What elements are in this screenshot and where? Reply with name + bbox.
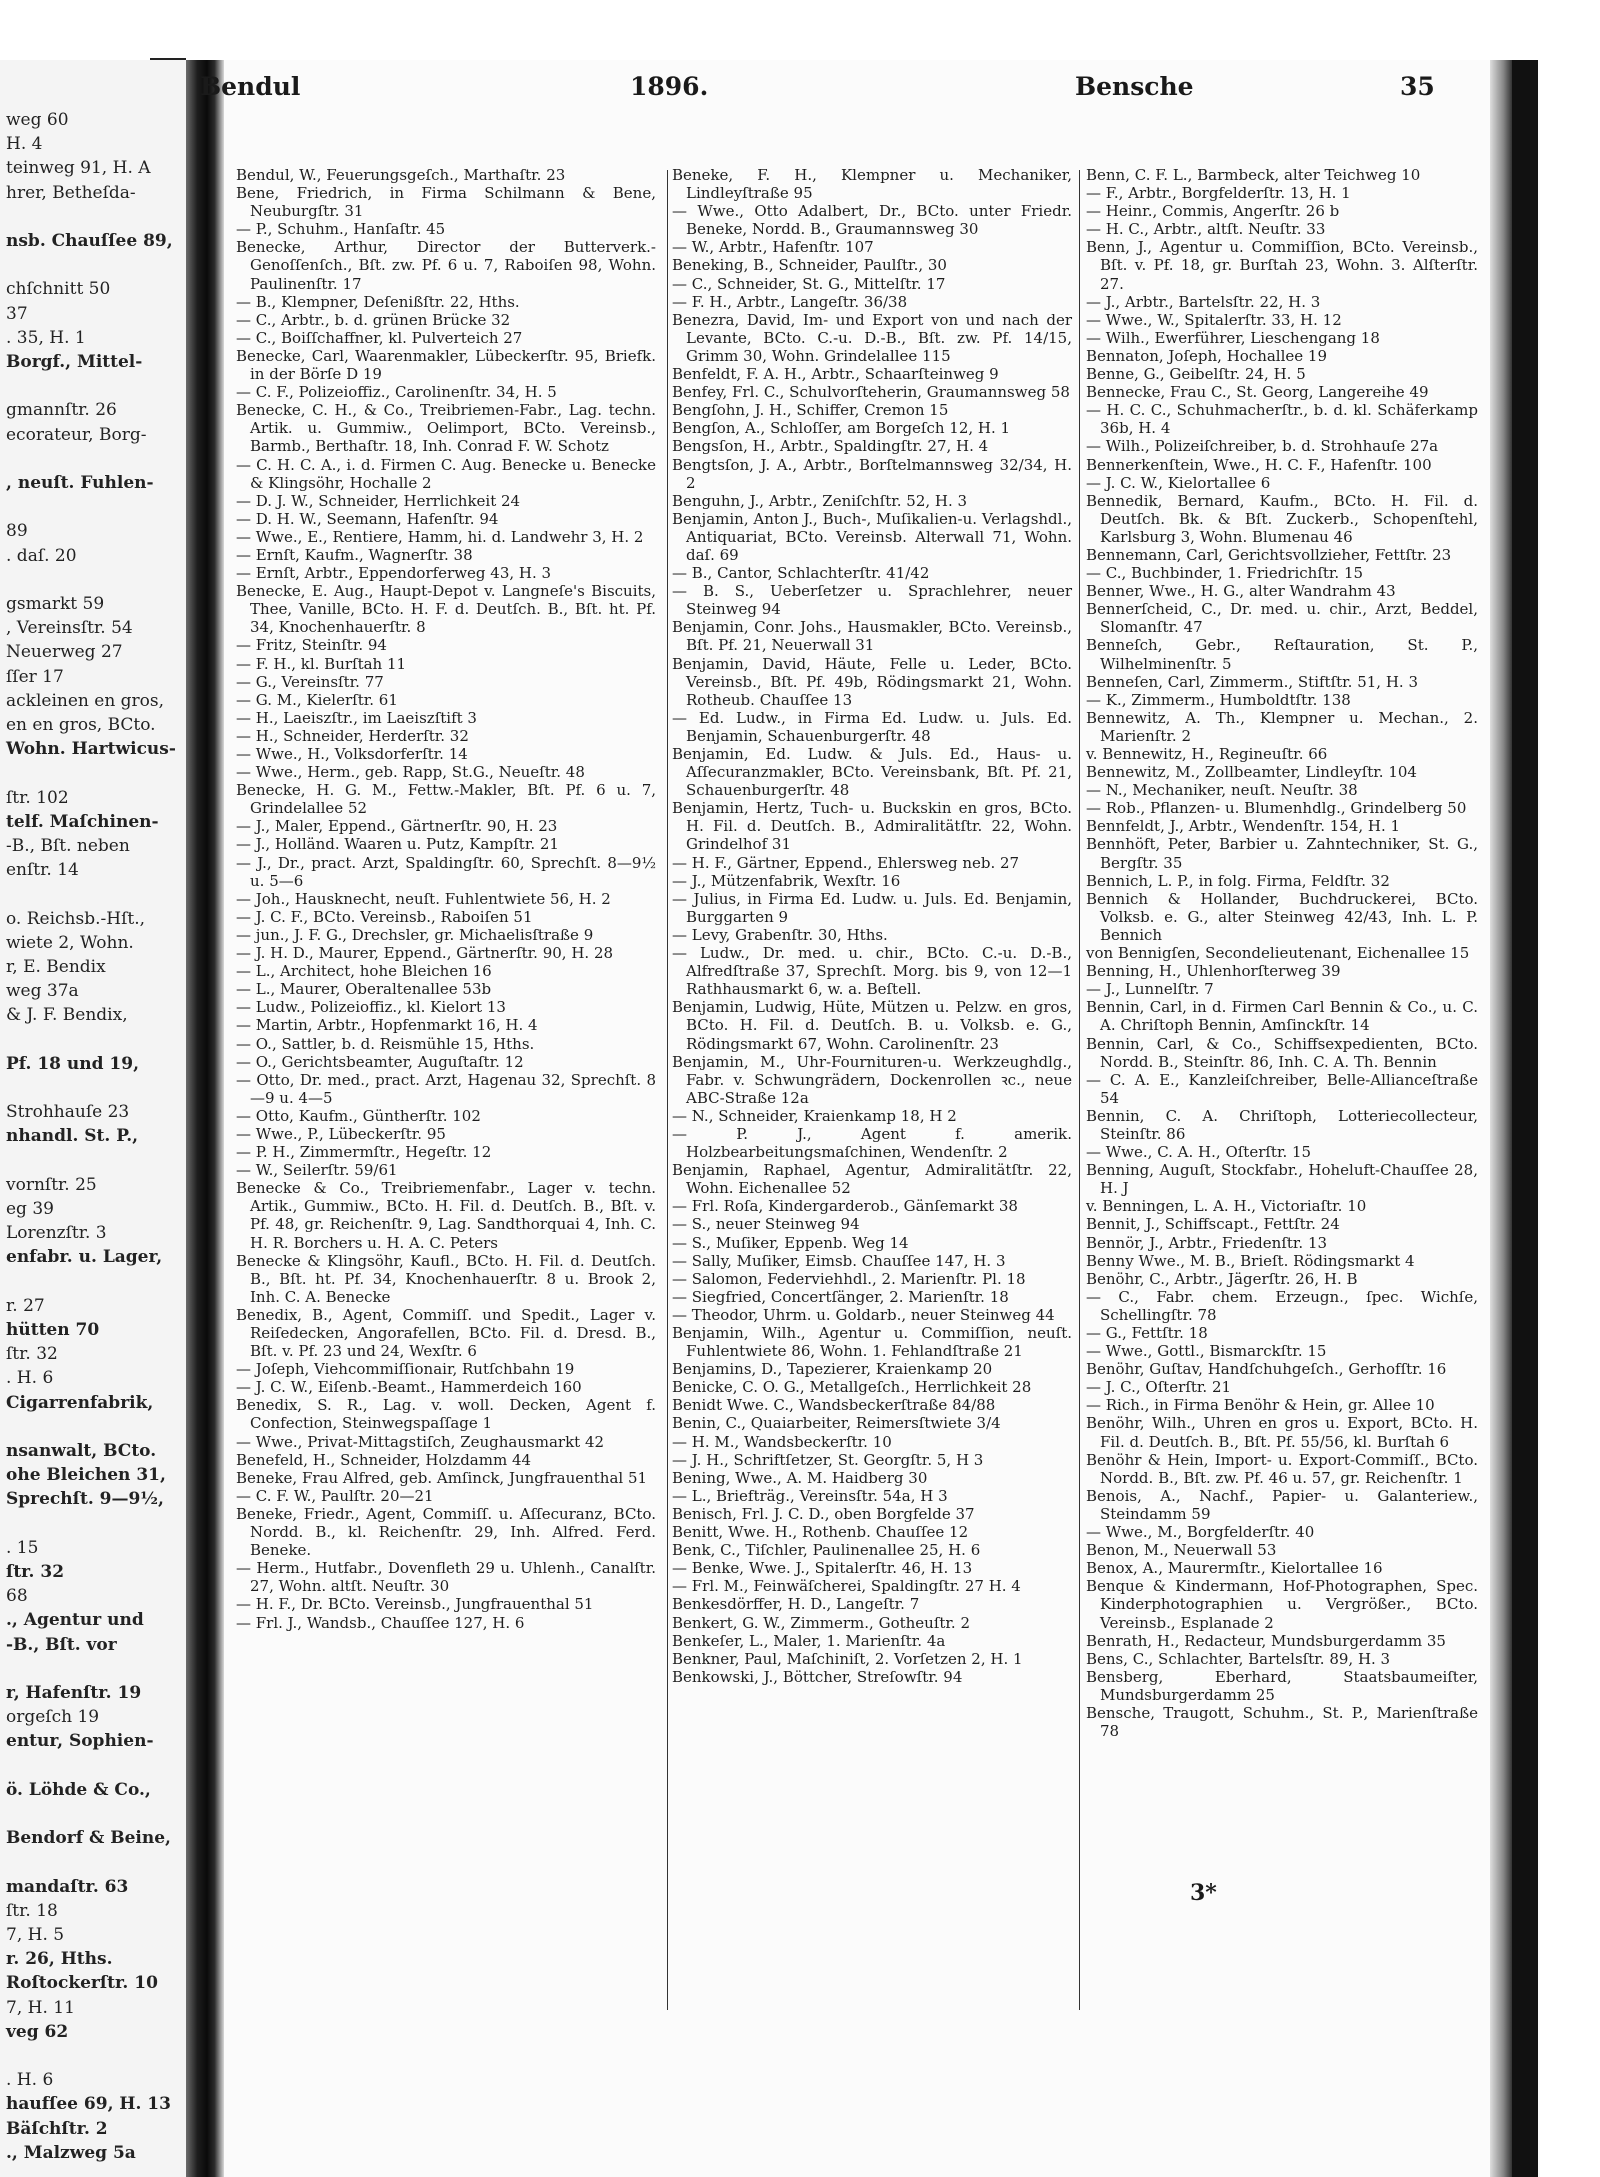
directory-entry: — Levy, Grabenſtr. 30, Hths. [672, 925, 888, 944]
left-page-line: wiete 2, Wohn. [6, 932, 134, 953]
directory-entry: — Salomon, Federviehhdl., 2. Marienſtr. Pl. 18 [672, 1269, 1026, 1288]
directory-entry: — Sally, Muſiker, Eimsb. Chauſſee 147, H. 3 [672, 1251, 1006, 1270]
directory-entry: — J., Mützenfabrik, Wexſtr. 16 [672, 871, 901, 890]
directory-entry: — Otto, Dr. med., pract. Arzt, Hagenau 32, Sprechſt. 8—9 u. 4—5 [236, 1070, 656, 1107]
left-page-line: ö. Löhde & Co., [6, 1779, 151, 1800]
left-page-line: r. 26, Hths. [6, 1949, 113, 1970]
left-page-line: Bendorf & Beine, [6, 1828, 171, 1849]
right-page [224, 60, 1490, 2177]
left-page-line: ., Agentur und [6, 1610, 144, 1631]
directory-entry: Benicke, C. O. G., Metallgeſch., Herrlichkeit 28 [672, 1378, 1032, 1397]
directory-entry: — P., Schuhm., Hanſaſtr. 45 [236, 220, 446, 239]
running-head-right: Bensche [1075, 72, 1194, 101]
directory-entry: Benkowski, J., Böttcher, Streſowſtr. 94 [672, 1667, 963, 1686]
directory-entry: v. Benningen, L. A. H., Victoriaſtr. 10 [1086, 1197, 1367, 1216]
directory-entry: Benjamin, Ludwig, Hüte, Mützen u. Pelzw. en gros, BCto. H. Fil. d. Deutſch. B. u. Volksb. e. G., Rödingsmarkt 67, Wohn. Carolinenſtr. 23 [672, 998, 1072, 1053]
directory-entry: — P. J., Agent f. amerik. Holzbearbeitungsmaſchinen, Wendenſtr. 2 [672, 1124, 1072, 1162]
directory-entry: — Theodor, Uhrm. u. Goldarb., neuer Steinweg 44 [672, 1305, 1055, 1324]
directory-entry: — Fritz, Steinſtr. 94 [236, 636, 387, 655]
directory-entry: Benöhr, C., Arbtr., Jägerſtr. 26, H. B [1086, 1269, 1358, 1288]
left-page-line: 89 [6, 521, 28, 542]
directory-entry: Bening, Wwe., A. M. Haidberg 30 [672, 1468, 928, 1487]
directory-entry: Bennerſcheid, C., Dr. med. u. chir., Arzt, Beddel, Slomanſtr. 47 [1086, 600, 1478, 637]
left-page-line: & J. F. Bendix, [6, 1005, 128, 1026]
directory-entry: Benöhr, Wilh., Uhren en gros u. Export, BCto. H. Fil. d. Deutſch. B., Bſt. Pf. 55/56, kl. Burſtah 6 [1086, 1414, 1478, 1451]
directory-entry: Benque & Kindermann, Hof-Photographen, Spec. Kinderphotographien u. Vergrößer., BCto. Vereinsb., Esplanade 2 [1086, 1577, 1478, 1632]
directory-entry: — Frl. J., Wandsb., Chauſſee 127, H. 6 [236, 1613, 525, 1632]
directory-entry: Benox, A., Maurermſtr., Kielortallee 16 [1086, 1559, 1383, 1578]
left-page-line: ſtr. 32 [6, 1562, 65, 1582]
directory-entry: Benöhr, Guſtav, Handſchuhgeſch., Gerhofſtr. 16 [1086, 1360, 1447, 1379]
scan-right-margin [1540, 60, 1600, 2177]
directory-entry: — J. C., Oſterſtr. 21 [1086, 1378, 1232, 1397]
directory-entry: Benjamin, Conr. Johs., Hausmakler, BCto. Vereinsb., Bſt. Pf. 21, Neuerwall 31 [672, 618, 1072, 655]
directory-entry: — Herm., Hutfabr., Dovenfleth 29 u. Uhlenh., Canalſtr. 27, Wohn. altſt. Neuſtr. 30 [236, 1559, 656, 1596]
left-page-line: 7, H. 5 [6, 1925, 65, 1945]
left-page-line: Wohn. Hartwicus- [6, 739, 176, 760]
directory-entry: — B. S., Ueberſetzer u. Sprachlehrer, neuer Steinweg 94 [672, 582, 1072, 619]
left-page-line: enſtr. 14 [6, 860, 79, 881]
left-page-line: . 15 [6, 1537, 39, 1558]
directory-entry: Benguhn, J., Arbtr., Zeniſchſtr. 52, H. 3 [672, 491, 968, 510]
left-page-line: ecorateur, Borg- [6, 424, 147, 445]
directory-entry: — S., neuer Steinweg 94 [672, 1215, 860, 1234]
directory-column-2 [672, 166, 1072, 1686]
column-rule [1079, 170, 1080, 2010]
directory-entry: — Ernſt, Kaufm., Wagnerſtr. 38 [236, 545, 473, 564]
directory-entry: Benkert, G. W., Zimmerm., Gotheuſtr. 2 [672, 1613, 971, 1632]
directory-entry: — Ernſt, Arbtr., Eppendorferweg 43, H. 3 [236, 564, 552, 583]
directory-entry: von Bennigſen, Secondelieutenant, Eichenallee 15 [1086, 944, 1470, 963]
directory-entry: Benjamin, Wilh., Agentur u. Commiſſion, neuſt. Fuhlentwiete 86, Wohn. 1. Fehlandſtraße 21 [672, 1324, 1072, 1361]
directory-entry: Benin, C., Quaiarbeiter, Reimersſtwiete 3/4 [672, 1414, 1001, 1433]
directory-entry: — C., Buchbinder, 1. Friedrichſtr. 15 [1086, 564, 1364, 583]
directory-entry: — H. F., Gärtner, Eppend., Ehlersweg neb. 27 [672, 853, 1020, 872]
directory-entry: — Wwe., H., Volksdorferſtr. 14 [236, 745, 468, 763]
left-page-line: Borgf., Mittel- [6, 352, 143, 372]
scan-top-margin [0, 0, 1600, 60]
left-page-line: 37 [6, 303, 28, 324]
directory-entry: — Wwe., W., Spitalerſtr. 33, H. 12 [1086, 310, 1342, 329]
directory-entry: Benkesdörffer, H. D., Langeſtr. 7 [672, 1595, 920, 1614]
directory-entry: — Rich., in Firma Benöhr & Hein, gr. Allee 10 [1086, 1396, 1435, 1415]
running-head-year: 1896. [630, 72, 709, 101]
left-page-line: eg 39 [6, 1199, 54, 1219]
column-rule [667, 170, 668, 2010]
directory-column-3 [1086, 166, 1478, 1740]
directory-entry: Bensberg, Eberhard, Staatsbaumeiſter, Mundsburgerdamm 25 [1086, 1667, 1478, 1704]
page-edge-shadow [1490, 60, 1512, 2177]
left-page-line: weg 37a [6, 981, 79, 1002]
left-page-line: ſſer 17 [6, 666, 64, 687]
directory-entry: Benecke & Co., Treibriemenfabr., Lager v. techn. Artik., Gummiw., BCto. H. Fil. d. Deutſch. B., Bſt. v. Pf. 48, gr. Reichenſtr. 9, Lag. Sandthorquai 4, Inh. C. H. R. Borchers u. H. A. C. Peters [236, 1179, 656, 1252]
directory-entry: Benisch, Frl. J. C. D., oben Borgfelde 37 [672, 1504, 975, 1523]
directory-entry: — Ed. Ludw., in Firma Ed. Ludw. u. Juls. Ed. Benjamin, Schauenburgerſtr. 48 [672, 708, 1072, 745]
directory-entry: — J. H., Schriftſetzer, St. Georgſtr. 5, H 3 [672, 1450, 984, 1469]
directory-entry: Benon, M., Neuerwall 53 [1086, 1541, 1277, 1560]
directory-entry: Bennemann, Carl, Gerichtsvollzieher, Fettſtr. 23 [1086, 545, 1452, 564]
book-gutter [186, 60, 224, 2177]
directory-entry: — H. F., Dr. BCto. Vereinsb., Jungfrauenthal 51 [236, 1595, 594, 1614]
directory-entry: Bennin, Carl, in d. Firmen Carl Bennin & Co., u. C. A. Chriſtoph Bennin, Amſinckſtr. 14 [1086, 998, 1478, 1035]
directory-entry: — F. H., Arbtr., Langeſtr. 36/38 [672, 292, 908, 311]
directory-entry: — Julius, in Firma Ed. Ludw. u. Juls. Ed. Benjamin, Burggarten 9 [672, 889, 1072, 926]
directory-entry: — L., Maurer, Oberaltenallee 53b [236, 980, 492, 999]
directory-entry: — Frl. Roſa, Kindergarderob., Gänſemarkt 38 [672, 1197, 1018, 1216]
directory-entry: — B., Klempner, Deſenißſtr. 22, Hths. [236, 292, 520, 311]
directory-entry: — Wilh., Polizeiſchreiber, b. d. Strohhauſe 27a [1086, 437, 1439, 456]
directory-entry: — Wwe., C. A. H., Oſterſtr. 15 [1086, 1143, 1312, 1162]
left-page-line: -B., Bſt. neben [6, 836, 130, 856]
directory-entry: — C., Schneider, St. G., Mittelſtr. 17 [672, 274, 946, 293]
directory-entry: — F. H., kl. Burſtah 11 [236, 654, 407, 673]
directory-entry: Benecke, Arthur, Director der Butterverk.-Genoſſenſch., Bſt. zw. Pf. 6 u. 7, Raboiſen 98, Wohn. Paulinenſtr. 17 [236, 238, 656, 293]
directory-entry: Benning, H., Uhlenhorſterweg 39 [1086, 962, 1341, 981]
left-page-line: nsb. Chauſſee 89, [6, 231, 173, 251]
directory-entry: Benkeſer, L., Maler, 1. Marienſtr. 4a [672, 1631, 946, 1650]
directory-entry: Benjamin, David, Häute, Felle u. Leder, BCto. Vereinsb., Bſt. Pf. 49b, Rödingsmarkt 21, Wohn. Rotheub. Chauſſee 13 [672, 654, 1072, 709]
directory-entry: — J., Arbtr., Bartelsſtr. 22, H. 3 [1086, 292, 1321, 311]
directory-entry: Benjamin, Anton J., Buch-, Muſikalien-u. Verlagshdl., Antiquariat, BCto. Vereinsb. Alterwall 71, Wohn. daſ. 69 [672, 509, 1072, 564]
directory-entry: Bengſon, A., Schloſſer, am Borgeſch 12, H. 1 [672, 419, 1011, 438]
left-page-line: ackleinen en gros, [6, 690, 165, 711]
left-page-line: en en gros, BCto. [6, 715, 156, 735]
directory-entry: Benezra, David, Im- und Export von und nach der Levante, BCto. C.-u. D.-B., Bſt. zw. Pf. 14/15, Grimm 30, Wohn. Grindelallee 115 [672, 310, 1072, 365]
directory-entry: Bennfeldt, J., Arbtr., Wendenſtr. 154, H. 1 [1086, 817, 1401, 836]
directory-entry: Bennhöft, Peter, Barbier u. Zahntechniker, St. G., Bergſtr. 35 [1086, 835, 1478, 872]
left-page-line: entur, Sophien- [6, 1731, 154, 1752]
directory-entry: Benjamin, Raphael, Agentur, Admiralitätſtr. 22, Wohn. Eichenallee 52 [672, 1161, 1072, 1198]
left-page-line: 68 [6, 1586, 28, 1607]
directory-entry: Benne, G., Geibelſtr. 24, H. 5 [1086, 365, 1306, 384]
left-page-line: veg 62 [6, 2021, 69, 2042]
directory-entry: — C. H. C. A., i. d. Firmen C. Aug. Benecke u. Benecke & Klingsöhr, Hochalle 2 [236, 455, 656, 492]
directory-entry: — Wwe., E., Rentiere, Hamm, hi. d. Landwehr 3, H. 2 [236, 527, 644, 546]
directory-entry: — J. C. F., BCto. Vereinsb., Raboiſen 51 [236, 907, 533, 926]
directory-entry: Benidt Wwe. C., Wandsbeckerſtraße 84/88 [672, 1396, 996, 1415]
directory-entry: — Ludw., Dr. med. u. chir., BCto. C.-u. D.-B., Alfredſtraße 37, Sprechſt. Morg. bis 9, von 12—1 Rathhausmarkt 6, w. a. Beſtell. [672, 944, 1072, 999]
directory-entry: — Heinr., Commis, Angerſtr. 26 b [1086, 202, 1340, 221]
directory-entry: Benkner, Paul, Maſchiniſt, 2. Vorſetzen 2, H. 1 [672, 1649, 1023, 1668]
directory-entry: Benfeldt, F. A. H., Arbtr., Schaarſteinweg 9 [672, 365, 999, 384]
directory-entry: — L., Briefträg., Vereinsſtr. 54a, H 3 [672, 1486, 948, 1505]
directory-entry: — C. F., Polizeioffiz., Carolinenſtr. 34, H. 5 [236, 383, 557, 402]
directory-entry: Benedix, S. R., Lag. v. woll. Decken, Agent f. Confection, Steinwegspaſſage 1 [236, 1396, 656, 1433]
directory-entry: Benecke, E. Aug., Haupt-Depot v. Langneſe's Biscuits, Thee, Vanille, BCto. H. F. d. Deutſch. B., Bſt. ht. Pf. 34, Knochenhauerſtr. 8 [236, 582, 656, 637]
directory-entry: Benfey, Frl. C., Schulvorſteherin, Graumannsweg 58 [672, 383, 1070, 402]
directory-entry: Bensche, Traugott, Schuhm., St. P., Marienſtraße 78 [1086, 1703, 1478, 1741]
left-page-line: r, Hafenſtr. 19 [6, 1683, 142, 1703]
directory-entry: — C. F. W., Paulſtr. 20—21 [236, 1486, 434, 1505]
directory-entry: Benning, Auguſt, Stockfabr., Hoheluft-Chauſſee 28, H. J [1086, 1161, 1478, 1198]
directory-entry: — Martin, Arbtr., Hopfenmarkt 16, H. 4 [236, 1016, 538, 1035]
directory-entry: — Joſeph, Viehcommiſſionair, Rutſchbahn 19 [236, 1360, 575, 1379]
directory-entry: — C., Boiſſchaffner, kl. Pulverteich 27 [236, 328, 523, 347]
directory-entry: — C. A. E., Kanzleiſchreiber, Belle-Allianceſtraße 54 [1086, 1070, 1478, 1107]
directory-entry: — H., Schneider, Herderſtr. 32 [236, 726, 469, 745]
directory-entry: — S., Muſiker, Eppenb. Weg 14 [672, 1233, 909, 1252]
directory-entry: — Benke, Wwe. J., Spitalerſtr. 46, H. 13 [672, 1559, 973, 1578]
directory-entry: Beneke, Frau Alfred, geb. Amſinck, Jungfrauenthal 51 [236, 1468, 648, 1487]
directory-entry: — H. C. C., Schuhmacherſtr., b. d. kl. Schäferkamp 36b, H. 4 [1086, 401, 1478, 438]
directory-entry: — Wilh., Ewerführer, Lieschengang 18 [1086, 328, 1380, 347]
directory-entry: Benjamin, Hertz, Tuch- u. Buckskin en gros, BCto. H. Fil. d. Deutſch. B., Admiralitätſtr. 22, Wohn. Grindelhof 31 [672, 799, 1072, 854]
left-page-line: chſchnitt 50 [6, 279, 111, 300]
left-page-line: 7, H. 11 [6, 1997, 75, 2018]
directory-entry: — J. C. W., Kielortallee 6 [1086, 473, 1271, 492]
directory-entry: Benner, Wwe., H. G., alter Wandrahm 43 [1086, 582, 1396, 601]
left-page-line: Pf. 18 und 19, [6, 1053, 140, 1074]
left-page-line: Sprechſt. 9—9½, [6, 1489, 164, 1510]
left-page-line: hrer, Betheſda- [6, 182, 136, 203]
directory-entry: Bennewitz, M., Zollbeamter, Lindleyſtr. 104 [1086, 763, 1417, 782]
directory-entry: Bennin, Carl, & Co., Schiffsexpedienten, BCto. Nordd. B., Steinſtr. 86, Inh. C. A. Th. Bennin [1086, 1034, 1478, 1071]
directory-entry: Benny Wwe., M. B., Brieſt. Rödingsmarkt 4 [1086, 1251, 1415, 1270]
directory-entry: Bennerkenſtein, Wwe., H. C. F., Hafenſtr. 100 [1086, 455, 1432, 474]
directory-entry: — O., Sattler, b. d. Reismühle 15, Hths. [236, 1034, 535, 1053]
left-page-line: ohe Bleichen 31, [6, 1465, 166, 1486]
directory-entry: — J., Dr., pract. Arzt, Spaldingſtr. 60, Sprechſt. 8—9½ u. 5—6 [236, 853, 656, 890]
directory-entry: Benecke, H. G. M., Fettw.-Makler, Bſt. Pf. 6 u. 7, Grindelallee 52 [236, 781, 656, 818]
scan-right-border [1512, 60, 1538, 2177]
directory-entry: — C., Arbtr., b. d. grünen Brücke 32 [236, 310, 511, 329]
directory-entry: — D. J. W., Schneider, Herrlichkeit 24 [236, 491, 521, 510]
directory-entry: — G., Vereinsſtr. 77 [236, 672, 384, 691]
directory-entry: — J. C. W., Eiſenb.-Beamt., Hammerdeich 160 [236, 1378, 582, 1397]
directory-entry: Bennör, J., Arbtr., Friedenſtr. 13 [1086, 1233, 1328, 1252]
directory-entry: Benecke, C. H., & Co., Treibriemen-Fabr., Lag. techn. Artik. u. Gummiw., Oelimport, BCto. Vereinsb., Barmb., Berthaſtr. 18, Inh. Conrad F. W. Schotz [236, 401, 656, 456]
left-page-line: ſtr. 32 [6, 1344, 58, 1365]
directory-entry: — H. C., Arbtr., altſt. Neuſtr. 33 [1086, 220, 1326, 239]
directory-entry: Benecke & Klingsöhr, Kaufl., BCto. H. Fil. d. Deutſch. B., Bſt. ht. Pf. 34, Knochenhauerſtr. 8 u. Brook 2, Inh. C. A. Benecke [236, 1251, 656, 1306]
directory-entry: — Wwe., Otto Adalbert, Dr., BCto. unter Friedr. Beneke, Nordd. B., Graumannsweg 30 [672, 202, 1072, 239]
directory-entry: — L., Architect, hohe Bleichen 16 [236, 962, 492, 981]
left-page-line: . daſ. 20 [6, 545, 77, 566]
directory-entry: — Wwe., Herm., geb. Rapp, St.G., Neueſtr. 48 [236, 763, 585, 782]
directory-entry: — B., Cantor, Schlachterſtr. 41/42 [672, 564, 930, 583]
left-page-line: . H. 6 [6, 1368, 54, 1389]
directory-entry: Bengſohn, J. H., Schiffer, Cremon 15 [672, 401, 949, 420]
directory-entry: — F., Arbtr., Borgfelderſtr. 13, H. 1 [1086, 184, 1351, 203]
left-page-line: r. 27 [6, 1295, 45, 1316]
left-page-line: , neuſt. Fuhlen- [6, 473, 154, 493]
directory-entry: Benneſen, Carl, Zimmerm., Stiftſtr. 51, H. 3 [1086, 672, 1418, 691]
directory-entry: Benjamin, M., Uhr-Fournituren-u. Werkzeughdlg., Fabr. v. Schwungrädern, Dockenrollen ꝛc., neue ABC-Straße 12a [672, 1052, 1072, 1107]
left-page-line: Lorenzſtr. 3 [6, 1223, 107, 1244]
directory-entry: — Wwe., Privat-Mittagstiſch, Zeughausmarkt 42 [236, 1432, 605, 1451]
left-page-line: mandaſtr. 63 [6, 1876, 129, 1897]
directory-entry: Benk, C., Tiſchler, Paulinenallee 25, H. 6 [672, 1541, 981, 1560]
directory-entry: Bens, C., Schlachter, Bartelsſtr. 89, H. 3 [1086, 1649, 1391, 1668]
directory-entry: Benecke, Carl, Waarenmakler, Lübeckerſtr. 95, Briefk. in der Börſe D 19 [236, 346, 656, 384]
left-page-line: gsmarkt 59 [6, 594, 105, 614]
directory-entry: — N., Mechaniker, neuſt. Neuſtr. 38 [1086, 781, 1358, 800]
left-page-line: nsanwalt, BCto. [6, 1441, 157, 1461]
left-page-line: Cigarrenfabrik, [6, 1392, 154, 1413]
left-page-line: ſtr. 18 [6, 1900, 58, 1921]
directory-entry: — W., Seilerſtr. 59/61 [236, 1161, 398, 1180]
directory-entry: — J., Holländ. Waaren u. Putz, Kampſtr. 21 [236, 835, 559, 854]
directory-entry: — W., Arbtr., Hafenſtr. 107 [672, 238, 874, 257]
directory-entry: Bennit, J., Schiffscapt., Fettſtr. 24 [1086, 1215, 1340, 1234]
directory-entry: Benitt, Wwe. H., Rothenb. Chauſſee 12 [672, 1523, 969, 1542]
page-number: 35 [1400, 72, 1435, 101]
left-page-line: enfabr. u. Lager, [6, 1247, 163, 1268]
directory-entry: Benois, A., Nachf., Papier- u. Galanteriew., Steindamm 59 [1086, 1486, 1478, 1523]
left-page-line: Strohhauſe 23 [6, 1102, 130, 1123]
directory-entry: — J., Maler, Eppend., Gärtnerſtr. 90, H. 23 [236, 817, 558, 836]
left-page-line: o. Reichsb.-Hſt., [6, 908, 146, 929]
directory-entry: Beneking, B., Schneider, Paulſtr., 30 [672, 256, 947, 275]
left-page-line: ., Malzweg 5a [6, 2142, 136, 2163]
signature-mark: 3* [1190, 1880, 1217, 1906]
directory-entry: Benneſch, Gebr., Reſtauration, St. P., Wilhelminenſtr. 5 [1086, 636, 1478, 673]
left-page-line: . H. 6 [6, 2070, 54, 2091]
directory-entry: — G., Fettſtr. 18 [1086, 1324, 1208, 1342]
left-page-line: orgeſch 19 [6, 1707, 100, 1728]
directory-entry: — Rob., Pflanzen- u. Blumenhdlg., Grindelberg 50 [1086, 799, 1467, 818]
left-page-fragment [0, 60, 186, 2177]
directory-entry: Bennewitz, A. Th., Klempner u. Mechan., 2. Marienſtr. 2 [1086, 708, 1478, 745]
directory-entry: — J. H. D., Maurer, Eppend., Gärtnerſtr. 90, H. 28 [236, 944, 614, 963]
directory-entry: — H. M., Wandsbeckerſtr. 10 [672, 1432, 892, 1451]
left-page-line: hütten 70 [6, 1320, 100, 1340]
directory-entry: — Otto, Kaufm., Güntherſtr. 102 [236, 1106, 481, 1125]
directory-entry: — Joh., Hausknecht, neuſt. Fuhlentwiete 56, H. 2 [236, 889, 611, 908]
left-page-line: ſtr. 102 [6, 787, 69, 808]
directory-entry: Beneke, F. H., Klempner u. Mechaniker, Lindleyſtraße 95 [672, 166, 1072, 203]
left-page-line: Neuerweg 27 [6, 642, 123, 663]
directory-entry: Benn, C. F. L., Barmbeck, alter Teichweg 10 [1086, 166, 1421, 184]
directory-entry: — G. M., Kielerſtr. 61 [236, 690, 398, 709]
directory-entry: — H., Laeiszſtr., im Laeiszſtift 3 [236, 708, 477, 727]
directory-entry: Beneke, Friedr., Agent, Commiſſ. u. Aſſecuranz, BCto. Nordd. B., kl. Reichenſtr. 29, Inh. Alfred. Ferd. Beneke. [236, 1504, 656, 1560]
directory-entry: Bendul, W., Feuerungsgeſch., Marthaſtr. 23 [236, 166, 566, 184]
directory-entry: Bennich, L. P., in folg. Firma, Feldſtr. 32 [1086, 871, 1390, 890]
directory-entry: — Frl. M., Feinwäſcherei, Spaldingſtr. 27 H. 4 [672, 1577, 1021, 1596]
directory-entry: Bengsſon, H., Arbtr., Spaldingſtr. 27, H. 4 [672, 437, 989, 456]
directory-entry: Bene, Friedrich, in Firma Schilmann & Bene, Neuburgſtr. 31 [236, 184, 656, 221]
directory-entry: Benn, J., Agentur u. Commiſſion, BCto. Vereinsb., Bſt. v. Pf. 18, gr. Burſtah 23, Wohn. 3. Alſterſtr. 27. [1086, 238, 1478, 293]
directory-entry: Benefeld, H., Schneider, Holzdamm 44 [236, 1450, 532, 1469]
left-page-line: telf. Maſchinen- [6, 811, 159, 832]
directory-entry: — C., Fabr. chem. Erzeugn., ſpec. Wichſe, Schellingſtr. 78 [1086, 1287, 1478, 1324]
directory-entry: — Wwe., P., Lübeckerſtr. 95 [236, 1124, 446, 1143]
directory-entry: Benjamin, Ed. Ludw. & Juls. Ed., Haus- u. Aſſecuranzmakler, BCto. Vereinsbank, Bſt. Pf. 21, Schauenburgerſtr. 48 [672, 745, 1072, 800]
directory-entry: — P. H., Zimmermſtr., Hegeſtr. 12 [236, 1143, 492, 1162]
directory-entry: — N., Schneider, Kraienkamp 18, H 2 [672, 1106, 957, 1125]
directory-entry: Bennaton, Joſeph, Hochallee 19 [1086, 346, 1328, 365]
directory-entry: Bennin, C. A. Chriſtoph, Lotteriecollecteur, Steinſtr. 86 [1086, 1106, 1478, 1143]
left-page-line: weg 60 [6, 110, 69, 130]
left-page-line: -B., Bſt. vor [6, 1634, 117, 1655]
directory-entry: Benöhr & Hein, Import- u. Export-Commiſſ., BCto. Nordd. B., Bſt. zw. Pf. 46 u. 57, gr. Reichenſtr. 1 [1086, 1450, 1478, 1487]
left-page-line: r, E. Bendix [6, 957, 106, 977]
directory-entry: — jun., J. F. G., Drechsler, gr. Michaelisſtraße 9 [236, 925, 594, 944]
directory-entry: Bennedik, Bernard, Kaufm., BCto. H. Fil. d. Deutſch. Bk. & Bſt. Zuckerb., Schopenſtehl, Karlsburg 3, Wohn. Blumenau 46 [1086, 491, 1478, 546]
left-page-line: teinweg 91, H. A [6, 158, 151, 179]
directory-entry: — D. H. W., Seemann, Hafenſtr. 94 [236, 509, 499, 528]
left-page-line: H. 4 [6, 134, 43, 155]
running-head-left: Bendul [200, 72, 301, 101]
left-page-line: , Vereinsſtr. 54 [6, 618, 133, 639]
left-page-line: vornſtr. 25 [6, 1174, 97, 1195]
directory-entry: — J., Lunnelſtr. 7 [1086, 980, 1214, 999]
directory-entry: — Wwe., Gottl., Bismarckſtr. 15 [1086, 1342, 1327, 1361]
directory-entry: Benjamins, D., Tapezierer, Kraienkamp 20 [672, 1360, 993, 1379]
directory-entry: Benrath, H., Redacteur, Mundsburgerdamm 35 [1086, 1631, 1446, 1650]
directory-entry: — Ludw., Polizeioffiz., kl. Kielort 13 [236, 998, 506, 1017]
directory-entry: Bengtsſon, J. A., Arbtr., Borſtelmannsweg 32/34, H. 2 [672, 455, 1072, 492]
directory-entry: — K., Zimmerm., Humboldtſtr. 138 [1086, 690, 1351, 709]
left-page-line: Roſtockerſtr. 10 [6, 1973, 158, 1994]
directory-entry: — Siegfried, Concertſänger, 2. Marienſtr. 18 [672, 1287, 1009, 1306]
directory-column-1 [236, 166, 656, 1632]
left-page-line: gmannſtr. 26 [6, 400, 117, 421]
left-page-line: nhandl. St. P., [6, 1126, 139, 1147]
directory-entry: Bennecke, Frau C., St. Georg, Langereihe 49 [1086, 383, 1429, 402]
directory-entry: Benedix, B., Agent, Commiſſ. und Spedit., Lager v. Reiſedecken, Angorafellen, BCto. Fil. d. Dresd. B., Bſt. v. Pf. 23 und 24, Wexſtr. 6 [236, 1305, 656, 1361]
left-page-line: haufſee 69, H. 13 [6, 2094, 171, 2115]
directory-entry: Bennich & Hollander, Buchdruckerei, BCto. Volksb. e. G., alter Steinweg 42/43, Inh. L. P. Bennich [1086, 889, 1478, 944]
directory-entry: v. Bennewitz, H., Regineuſtr. 66 [1086, 745, 1328, 763]
directory-entry: — Wwe., M., Borgfelderſtr. 40 [1086, 1523, 1315, 1542]
left-page-line: Bäſchſtr. 2 [6, 2118, 108, 2139]
directory-entry: — O., Gerichtsbeamter, Auguſtaſtr. 12 [236, 1052, 524, 1071]
left-page-line: . 35, H. 1 [6, 327, 86, 348]
